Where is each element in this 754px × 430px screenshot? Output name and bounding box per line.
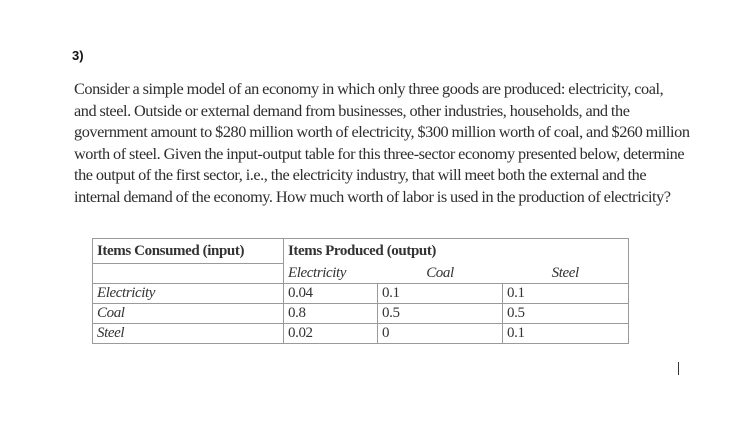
problem-line: and steel. Outside or external demand from businesses, other industries, households, and the: [74, 100, 630, 120]
table-header-row: [93, 239, 629, 264]
table-cell: 0.04: [284, 284, 378, 304]
table-row: [93, 284, 629, 304]
problem-line: the output of the first sector, i.e., the electricity industry, that will meet both the external and the: [74, 165, 647, 185]
table-cell: 0.02: [284, 324, 378, 344]
text-cursor: [678, 362, 679, 375]
column-header-coal: Coal: [378, 264, 503, 284]
question-number: 3): [72, 48, 84, 63]
subheader-blank: [93, 264, 284, 284]
table-row: [93, 324, 629, 344]
row-label-steel: Steel: [93, 324, 284, 344]
table-cell: 0.1: [378, 284, 503, 304]
table-cell: 0.8: [284, 304, 378, 324]
table-cell: 0.5: [378, 304, 503, 324]
problem-line: internal demand of the economy. How much worth of labor is used in the production of electricity?: [74, 186, 671, 206]
row-label-coal: Coal: [93, 304, 284, 324]
problem-line: Consider a simple model of an economy in which only three goods are produced: electricity, coal,: [74, 79, 664, 98]
table-cell: 0.1: [503, 284, 629, 304]
header-items-produced: Items Produced (output): [284, 239, 629, 264]
problem-line: worth of steel. Given the input-output table for this three-sector economy presented below, determine: [74, 143, 685, 163]
table-row: [93, 304, 629, 324]
table-subheader-row: [93, 264, 629, 284]
input-output-table: [92, 238, 629, 344]
header-items-consumed: Items Consumed (input): [93, 239, 284, 264]
problem-statement: [74, 78, 690, 208]
column-header-steel: Steel: [503, 264, 629, 284]
column-header-electricity: Electricity: [284, 264, 378, 284]
row-label-electricity: Electricity: [93, 284, 284, 304]
table-cell: 0: [378, 324, 503, 344]
problem-line: government amount to $280 million worth of electricity, $300 million worth of coal, and $260 million: [74, 122, 690, 142]
table-cell: 0.5: [503, 304, 629, 324]
table-cell: 0.1: [503, 324, 629, 344]
